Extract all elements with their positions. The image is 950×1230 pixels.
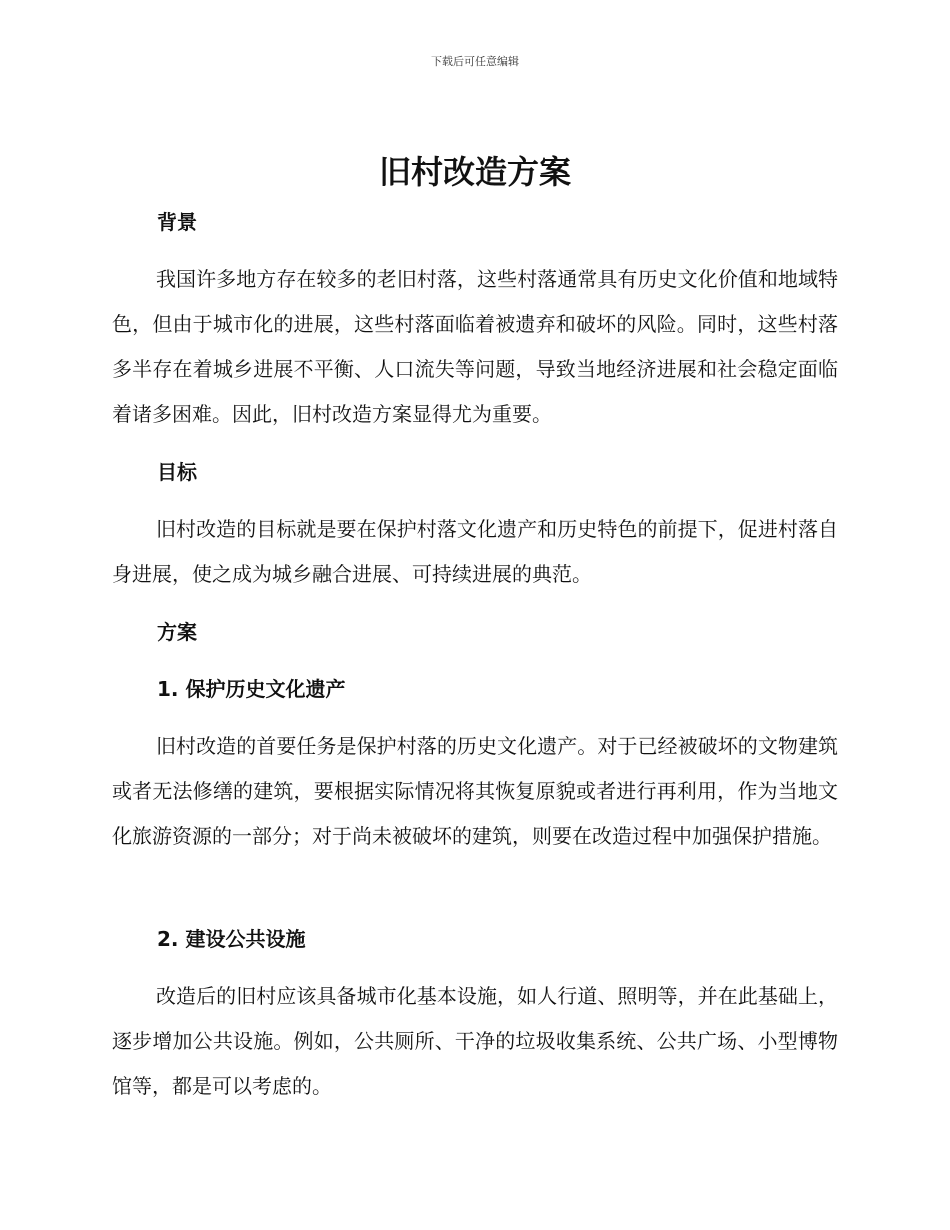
section-paragraph-heritage: 旧村改造的首要任务是保护村落的历史文化遗产。对于已经被破坏的文物建筑或者无法修缮的建筑，要根据实际情况将其恢复原貌或者进行再利用，作为当地文化旅游资源的一部分；对于尚未被破坏的建筑，则要在改造过程中加强保护措施。 bbox=[112, 734, 838, 848]
section-paragraph-background: 我国许多地方存在较多的老旧村落，这些村落通常具有历史文化价值和地域特色，但由于城市化的进展，这些村落面临着被遗弃和破坏的风险。同时，这些村落多半存在着城乡进展不平衡、人口流失等问题，导致当地经济进展和社会稳定面临着诸多困难。因此，旧村改造方案显得尤为重要。 bbox=[112, 267, 838, 426]
section-heading-plan: 方案 bbox=[157, 620, 197, 644]
section-paragraph-facilities: 改造后的旧村应该具备城市化基本设施，如人行道、照明等，并在此基础上，逐步增加公共设施。例如，公共厕所、干净的垃圾收集系统、公共广场、小型博物馆等，都是可以考虑的。 bbox=[112, 984, 838, 1098]
document-title: 旧村改造方案 bbox=[378, 153, 571, 191]
section-heading-goal: 目标 bbox=[157, 460, 197, 484]
header-note: 下载后可任意编辑 bbox=[431, 55, 519, 68]
section-heading-background: 背景 bbox=[157, 210, 197, 234]
section-heading-facilities: 2. 建设公共设施 bbox=[157, 927, 306, 951]
section-heading-heritage: 1. 保护历史文化遗产 bbox=[157, 677, 346, 701]
section-paragraph-goal: 旧村改造的目标就是要在保护村落文化遗产和历史特色的前提下，促进村落自身进展，使之成为城乡融合进展、可持续进展的典范。 bbox=[112, 517, 838, 586]
